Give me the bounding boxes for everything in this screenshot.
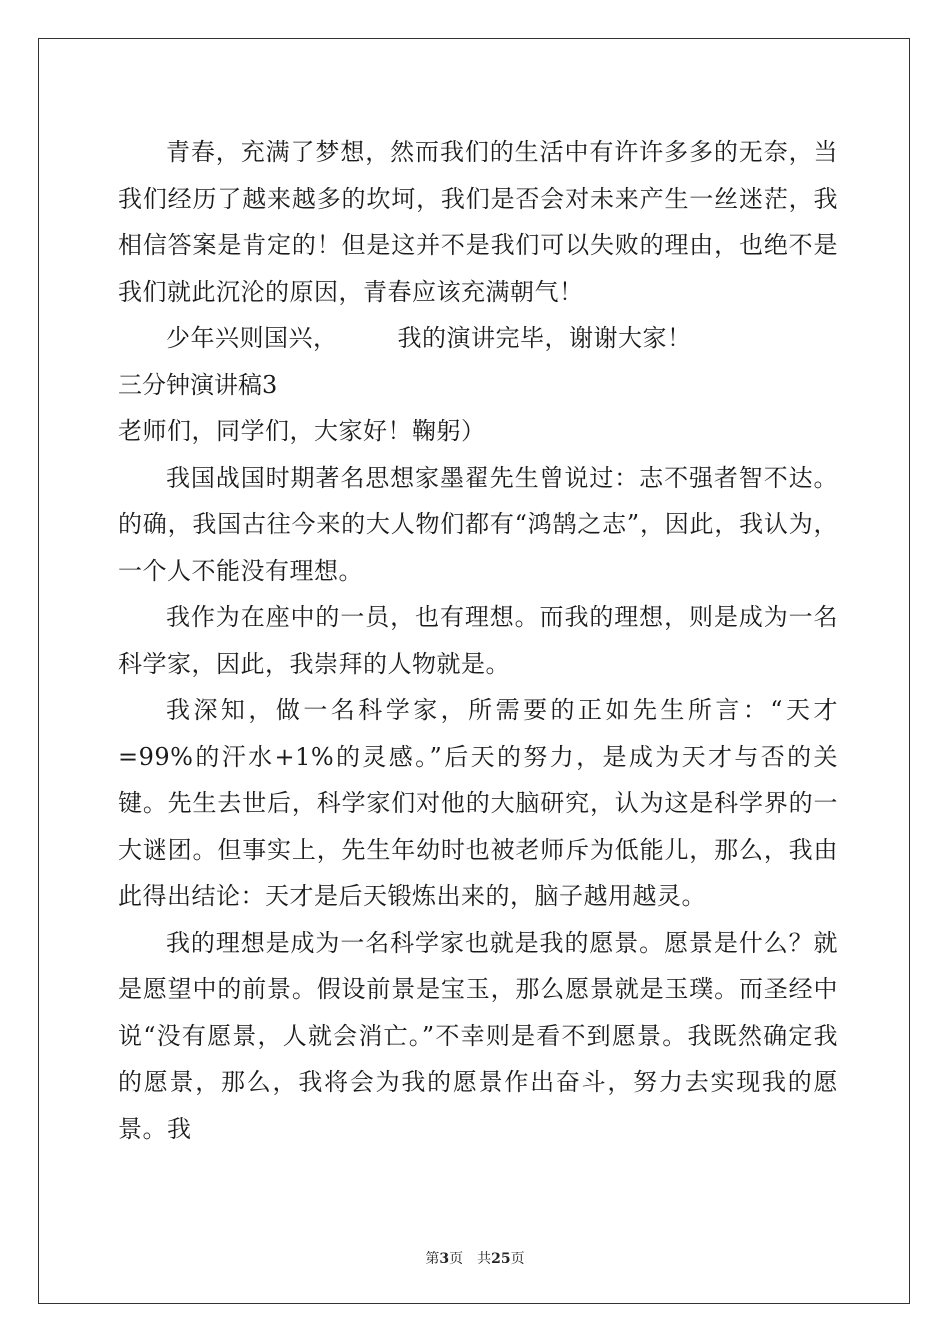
page-suffix: 页 <box>449 1251 464 1267</box>
total-prefix: 共 <box>477 1251 492 1267</box>
document-body <box>118 129 838 1152</box>
paragraph-ambition: 我国战国时期著名思想家墨翟先生曾说过：志不强者智不达。的确，我国古往今来的大人物们都有“鸿鹄之志”，因此，我认为，一个人不能没有理想。 <box>118 463 838 585</box>
total-suffix: 页 <box>510 1251 525 1267</box>
closing-phrase: 少年兴则国兴， <box>166 324 338 352</box>
page-current: 3 <box>439 1251 450 1267</box>
page-prefix: 第 <box>425 1251 440 1267</box>
paragraph-youth: 青春，充满了梦想，然而我们的生活中有许许多多的无奈，当我们经历了越来越多的坎坷，我们是否会对未来产生一丝迷茫，我相信答案是肯定的！但是这并不是我们可以失败的理由，也绝不是我们就此沉沦的原因，青春应该充满朝气！ <box>118 138 838 306</box>
page-total: 25 <box>491 1251 511 1267</box>
page-footer <box>0 1248 950 1268</box>
closing-thanks: 我的演讲完毕，谢谢大家！ <box>397 324 692 352</box>
paragraph-genius: 我深知，做一名科学家，所需要的正如先生所言：“天才=99%的汗水+1%的灵感。”后天的努力，是成为天才与否的关键。先生去世后，科学家们对他的大脑研究，认为这是科学界的一大谜团。但事实上，先生年幼时也被老师斥为低能儿，那么，我由此得出结论：天才是后天锻炼出来的，脑子越用越灵。 <box>118 696 838 910</box>
paragraph-ideal: 我作为在座中的一员，也有理想。而我的理想，则是成为一名科学家，因此，我崇拜的人物就是。 <box>118 603 838 678</box>
paragraph-vision: 我的理想是成为一名科学家也就是我的愿景。愿景是什么？就是愿望中的前景。假设前景是宝玉，那么愿景就是玉璞。而圣经中说“没有愿景，人就会消亡。”不幸则是看不到愿景。我既然确定我的愿景，那么，我将会为我的愿景作出奋斗，努力去实现我的愿景。我 <box>118 928 838 1143</box>
paragraph-closing <box>118 315 838 362</box>
greeting-line: 老师们，同学们，大家好！鞠躬） <box>118 417 486 445</box>
section-heading: 三分钟演讲稿3 <box>118 370 278 399</box>
